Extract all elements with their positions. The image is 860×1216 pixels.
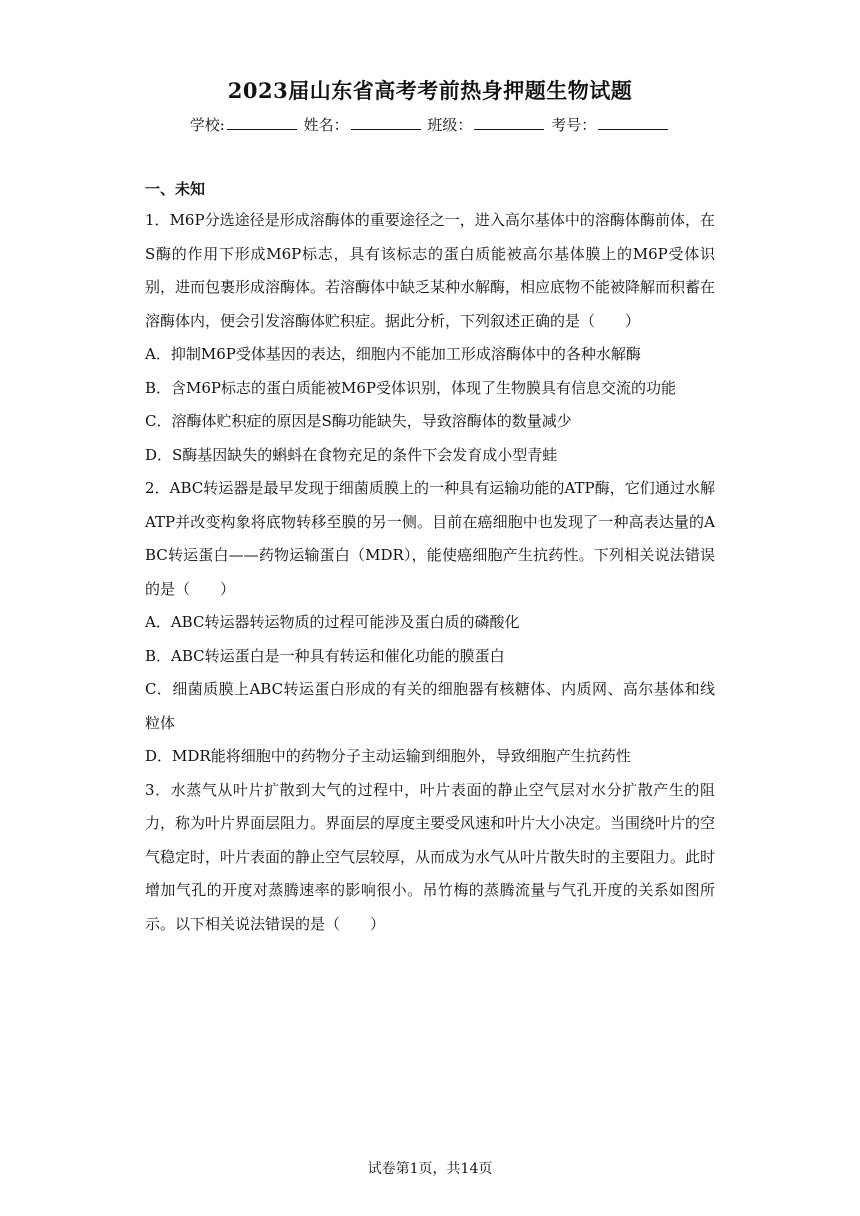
exam-number-label: 考号： [551, 116, 597, 134]
page-title: 2023届山东省高考考前热身押题生物试题 [227, 78, 633, 103]
questions-content [145, 204, 715, 941]
question-2-option-a: A．ABC转运器转运物质的过程可能涉及蛋白质的磷酸化 [145, 613, 520, 631]
question-2-option-b: B．ABC转运蛋白是一种具有转运和催化功能的膜蛋白 [145, 646, 505, 665]
question-2-option-c: C．细菌质膜上ABC转运蛋白形成的有关的细胞器有核糖体、内质网、高尔基体和线粒体 [145, 680, 715, 732]
page-footer: 试卷第1页，共14页 [367, 1161, 493, 1177]
question-1-option-d: D．S酶基因缺失的蝌蚪在食物充足的条件下会发育成小型青蛙 [145, 445, 558, 464]
section-heading: 一、未知 [145, 180, 206, 198]
school-label: 学校: [189, 116, 225, 134]
question-2-option-d: D．MDR能将细胞中的药物分子主动运输到细胞外，导致细胞产生抗药性 [145, 747, 631, 765]
question-1-stem: 1．M6P分选途径是形成溶酶体的重要途径之一，进入高尔基体中的溶酶体酶前体，在S酶的作用下形成M6P标志，具有该标志的蛋白质能被高尔基体膜上的M6P受体识别，进而包裹形成溶酶体。若溶酶体中缺乏某种水解酶，相应底物不能被降解而积蓄在溶酶体内，便会引发溶酶体贮积症。据此分析，下列叙述正确的是（ ） [145, 211, 716, 330]
question-1-option-c: C．溶酶体贮积症的原因是S酶功能缺失，导致溶酶体的数量减少 [145, 412, 572, 430]
student-info-line [0, 114, 860, 135]
class-blank[interactable] [474, 114, 544, 130]
name-label: 姓名： [303, 116, 349, 134]
question-3-stem: 3．水蒸气从叶片扩散到大气的过程中，叶片表面的静止空气层对水分扩散产生的阻力，称为叶片界面层阻力。界面层的厚度主要受风速和叶片大小决定。当围绕叶片的空气稳定时，叶片表面的静止空气层较厚，从而成为水气从叶片散失时的主要阻力。此时增加气孔的开度对蒸腾速率的影响很小。吊竹梅的蒸腾流量与气孔开度的关系如图所示。以下相关说法错误的是（ ） [145, 780, 716, 933]
class-label: 班级： [427, 116, 473, 134]
school-blank[interactable] [227, 114, 297, 130]
question-2-stem: 2．ABC转运器是最早发现于细菌质膜上的一种具有运输功能的ATP酶，它们通过水解ATP并改变构象将底物转移至膜的另一侧。目前在癌细胞中也发现了一种高表达量的ABC转运蛋白——药物运输蛋白（MDR），能使癌细胞产生抗药性。下列相关说法错误的是（ ） [145, 479, 715, 598]
question-1-option-a: A．抑制M6P受体基因的表达，细胞内不能加工形成溶酶体中的各种水解酶 [145, 345, 641, 363]
exam-number-blank[interactable] [598, 114, 668, 130]
name-blank[interactable] [351, 114, 421, 130]
question-1-option-b: B．含M6P标志的蛋白质能被M6P受体识别，体现了生物膜具有信息交流的功能 [145, 378, 677, 397]
